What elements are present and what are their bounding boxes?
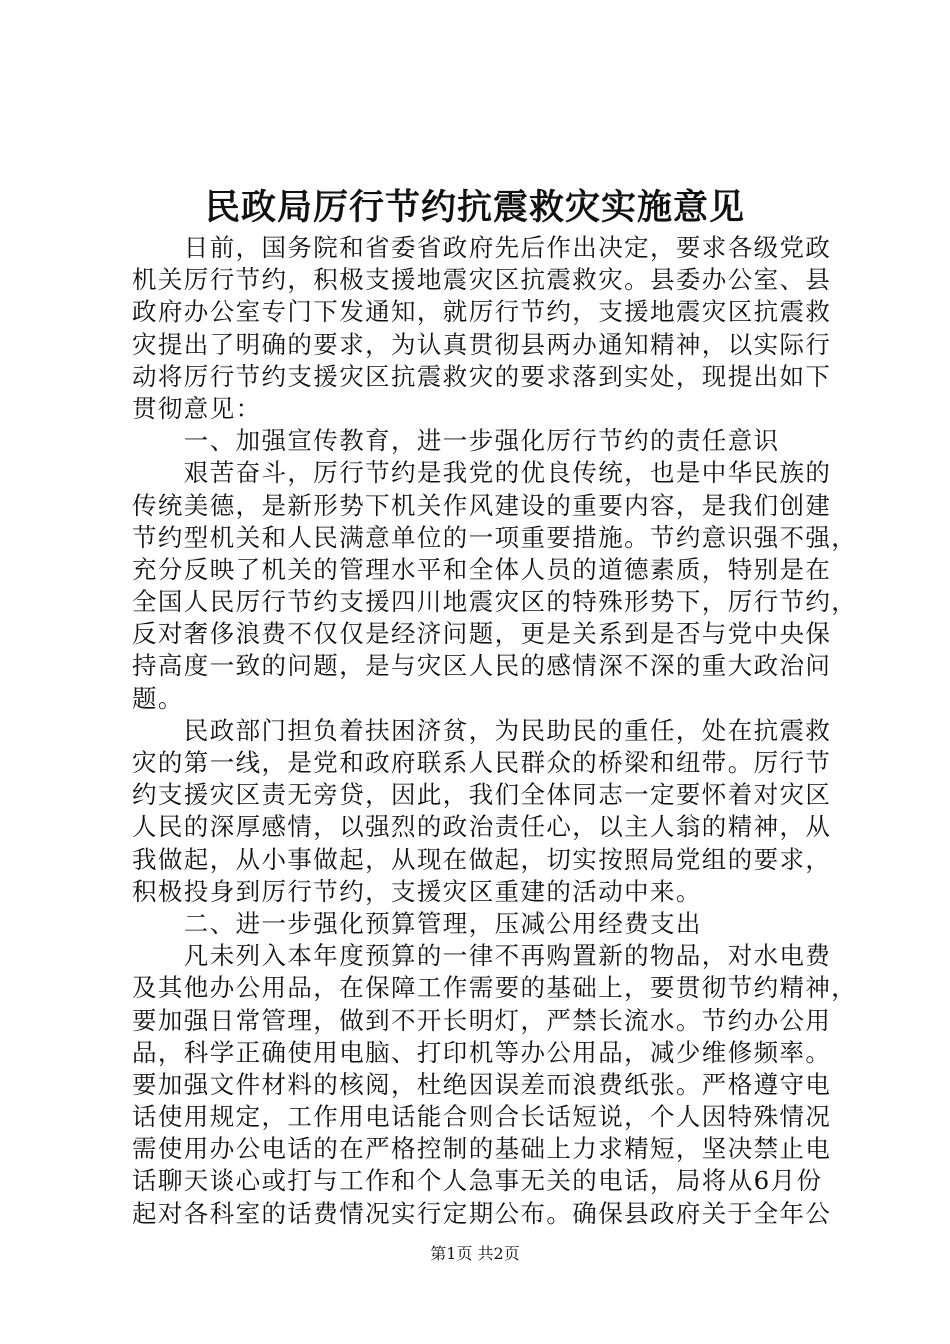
body-line: 题。 [132, 683, 184, 713]
body-line: 品，科学正确使用电脑、打印机等办公用品，减少维修频率。 [132, 1037, 832, 1067]
body-line: 持高度一致的问题，是与灾区人民的感情深不深的重大政治问 [132, 651, 832, 681]
body-line: 要加强文件材料的核阅，杜绝因误差而浪费纸张。严格遵守电 [132, 1069, 832, 1099]
document-body [132, 232, 858, 1230]
body-line: 二、进一步强化预算管理，压减公用经费支出 [132, 908, 702, 938]
body-line: 节约型机关和人民满意单位的一项重要措施。节约意识强不强， [132, 522, 858, 552]
body-line: 政府办公室专门下发通知，就厉行节约，支援地震灾区抗震救 [132, 297, 832, 327]
body-line: 充分反映了机关的管理水平和全体人员的道德素质，特别是在 [132, 554, 832, 584]
body-line: 积极投身到厉行节约，支援灾区重建的活动中来。 [132, 876, 702, 906]
body-line: 约支援灾区责无旁贷，因此，我们全体同志一定要怀着对灾区 [132, 780, 832, 810]
document-title: 民政局厉行节约抗震救灾实施意见 [204, 187, 745, 228]
body-line: 要加强日常管理，做到不开长明灯，严禁长流水。节约办公用 [132, 1005, 832, 1035]
body-line: 日前，国务院和省委省政府先后作出决定，要求各级党政 [132, 233, 832, 262]
body-line: 传统美德，是新形势下机关作风建设的重要内容，是我们创建 [132, 490, 832, 520]
body-line: 话聊天谈心或打与工作和个人急事无关的电话，局将从6月份 [132, 1166, 823, 1196]
body-line: 贯彻意见： [132, 393, 262, 423]
body-line: 艰苦奋斗，厉行节约是我党的优良传统，也是中华民族的 [132, 458, 832, 488]
body-line: 动将厉行节约支援灾区抗震救灾的要求落到实处，现提出如下 [132, 361, 832, 391]
body-line: 凡未列入本年度预算的一律不再购置新的物品，对水电费 [132, 941, 832, 971]
body-line: 一、加强宣传教育，进一步强化厉行节约的责任意识 [132, 426, 780, 456]
page-footer: 第1页 共2页 [430, 1244, 520, 1263]
body-line: 话使用规定，工作用电话能合则合长话短说，个人因特殊情况 [132, 1102, 832, 1132]
body-line: 民政部门担负着扶困济贫，为民助民的重任，处在抗震救 [132, 715, 832, 745]
body-line: 灾的第一线，是党和政府联系人民群众的桥梁和纽带。厉行节 [132, 748, 832, 777]
body-line: 人民的深厚感情，以强烈的政治责任心，以主人翁的精神，从 [132, 812, 832, 842]
body-line: 反对奢侈浪费不仅仅是经济问题，更是关系到是否与党中央保 [132, 619, 832, 649]
body-line: 需使用办公电话的在严格控制的基础上力求精短，坚决禁止电 [132, 1134, 832, 1164]
body-line: 我做起，从小事做起，从现在做起，切实按照局党组的要求， [132, 844, 832, 874]
body-line: 起对各科室的话费情况实行定期公布。确保县政府关于全年公 [132, 1198, 832, 1228]
body-line: 全国人民厉行节约支援四川地震灾区的特殊形势下，厉行节约， [132, 587, 858, 617]
body-line: 及其他办公用品，在保障工作需要的基础上，要贯彻节约精神， [132, 973, 858, 1003]
body-line: 灾提出了明确的要求，为认真贯彻县两办通知精神，以实际行 [132, 329, 832, 359]
body-line: 机关厉行节约，积极支援地震灾区抗震救灾。县委办公室、县 [132, 265, 832, 295]
